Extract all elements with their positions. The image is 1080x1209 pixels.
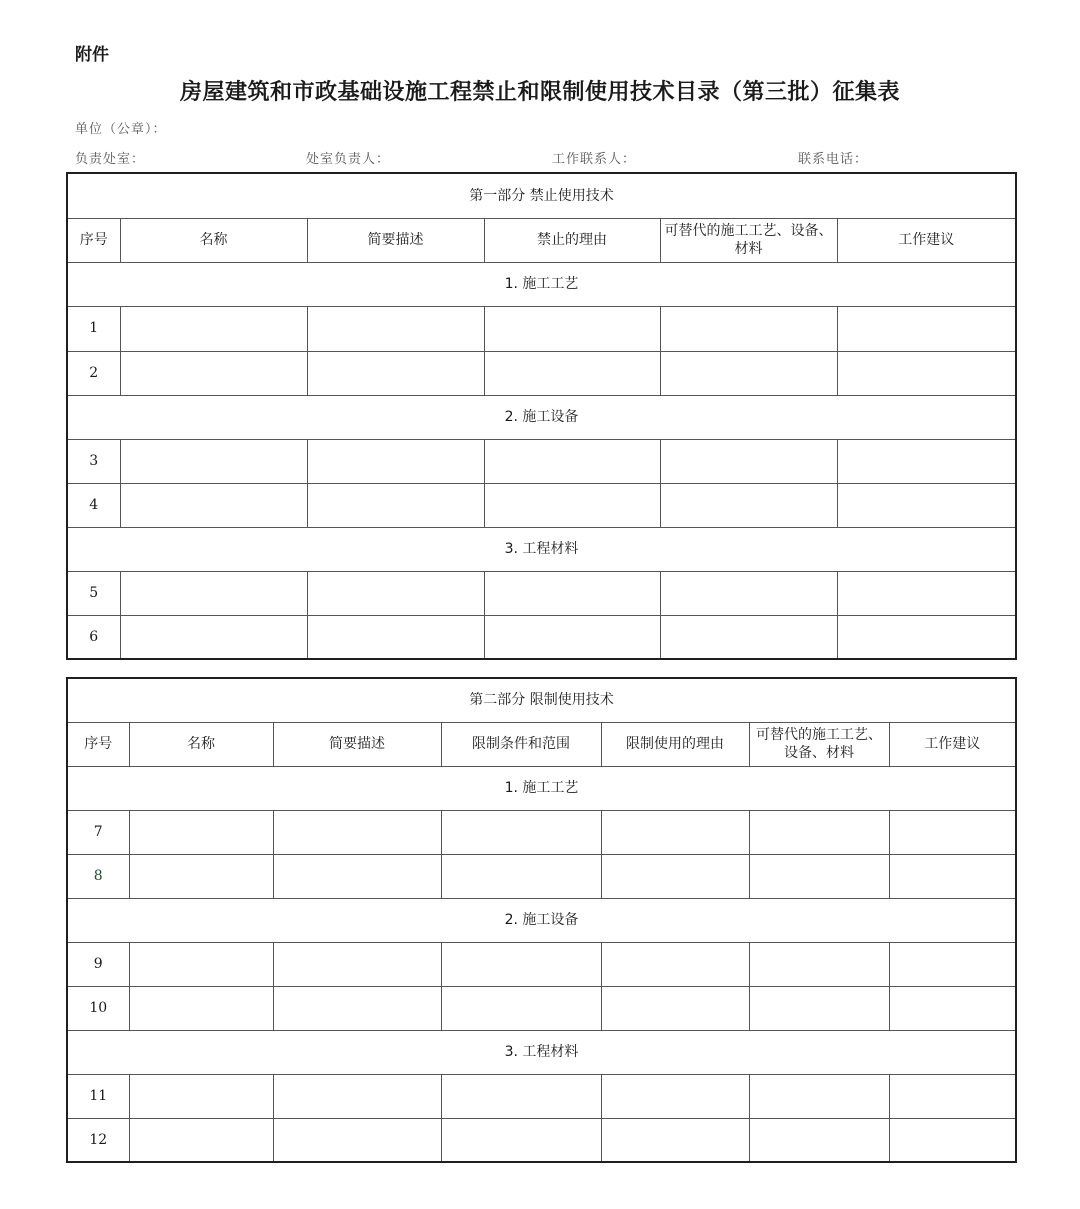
row-number: 11	[67, 1074, 129, 1118]
section-label: 1. 施工工艺	[67, 766, 1016, 810]
column-header-restriction-scope: 限制条件和范围	[441, 722, 601, 766]
row-number: 2	[67, 351, 120, 395]
description-cell[interactable]	[273, 854, 441, 898]
column-header-suggestion: 工作建议	[837, 218, 1016, 262]
row-number: 9	[67, 942, 129, 986]
table-row	[67, 854, 1016, 898]
suggestion-cell[interactable]	[889, 1074, 1016, 1118]
name-cell[interactable]	[129, 1074, 273, 1118]
row-number: 6	[67, 615, 120, 659]
suggestion-cell[interactable]	[837, 615, 1016, 659]
description-cell[interactable]	[307, 306, 484, 351]
table-row	[67, 483, 1016, 527]
suggestion-cell[interactable]	[837, 306, 1016, 351]
alternatives-cell[interactable]	[749, 942, 889, 986]
alternatives-cell[interactable]	[749, 986, 889, 1030]
reason-cell[interactable]	[601, 986, 749, 1030]
table-row	[67, 615, 1016, 659]
scope-cell[interactable]	[441, 942, 601, 986]
suggestion-cell[interactable]	[837, 439, 1016, 483]
name-cell[interactable]	[129, 810, 273, 854]
description-cell[interactable]	[307, 483, 484, 527]
reason-cell[interactable]	[601, 1074, 749, 1118]
reason-cell[interactable]	[484, 439, 660, 483]
name-cell[interactable]	[120, 306, 307, 351]
column-header-description: 简要描述	[307, 218, 484, 262]
row-number: 5	[67, 571, 120, 615]
alternatives-cell[interactable]	[749, 854, 889, 898]
reason-cell[interactable]	[601, 942, 749, 986]
description-cell[interactable]	[307, 571, 484, 615]
row-number: 8	[67, 854, 129, 898]
alternatives-cell[interactable]	[660, 483, 837, 527]
row-number: 10	[67, 986, 129, 1030]
section-label: 2. 施工设备	[67, 898, 1016, 942]
table-row	[67, 810, 1016, 854]
description-cell[interactable]	[307, 439, 484, 483]
alternatives-cell[interactable]	[749, 1118, 889, 1162]
description-cell[interactable]	[273, 1118, 441, 1162]
contact-phone-field: 联系电话：	[798, 152, 869, 167]
column-header-prohibit-reason: 禁止的理由	[484, 218, 660, 262]
row-number: 7	[67, 810, 129, 854]
attachment-label: 附件	[75, 45, 109, 65]
restricted-tech-table	[66, 677, 1017, 1163]
suggestion-cell[interactable]	[889, 810, 1016, 854]
table-row	[67, 439, 1016, 483]
column-header-name: 名称	[120, 218, 307, 262]
suggestion-cell[interactable]	[837, 571, 1016, 615]
alternatives-cell[interactable]	[660, 439, 837, 483]
description-cell[interactable]	[273, 942, 441, 986]
section-label: 1. 施工工艺	[67, 262, 1016, 306]
name-cell[interactable]	[129, 942, 273, 986]
table-row	[67, 986, 1016, 1030]
table-row	[67, 1118, 1016, 1162]
table-row	[67, 351, 1016, 395]
dept-head-field: 处室负责人：	[306, 152, 391, 167]
suggestion-cell[interactable]	[889, 854, 1016, 898]
form-title: 房屋建筑和市政基础设施工程禁止和限制使用技术目录（第三批）征集表	[179, 79, 900, 105]
description-cell[interactable]	[273, 1074, 441, 1118]
table-row	[67, 1074, 1016, 1118]
row-number: 4	[67, 483, 120, 527]
name-cell[interactable]	[129, 854, 273, 898]
alternatives-cell[interactable]	[749, 810, 889, 854]
reason-cell[interactable]	[484, 483, 660, 527]
suggestion-cell[interactable]	[837, 483, 1016, 527]
responsible-dept-field: 负责处室：	[75, 152, 146, 167]
column-header-seq: 序号	[67, 218, 120, 262]
name-cell[interactable]	[120, 571, 307, 615]
column-header-alternatives: 可替代的施工工艺、设备、材料	[749, 722, 889, 766]
reason-cell[interactable]	[601, 854, 749, 898]
column-header-description: 简要描述	[273, 722, 441, 766]
section-label: 3. 工程材料	[67, 527, 1016, 571]
column-header-name: 名称	[129, 722, 273, 766]
alternatives-cell[interactable]	[660, 615, 837, 659]
reason-cell[interactable]	[484, 571, 660, 615]
scope-cell[interactable]	[441, 986, 601, 1030]
reason-cell[interactable]	[484, 615, 660, 659]
row-number: 3	[67, 439, 120, 483]
suggestion-cell[interactable]	[889, 986, 1016, 1030]
alternatives-cell[interactable]	[660, 351, 837, 395]
reason-cell[interactable]	[484, 351, 660, 395]
column-header-seq: 序号	[67, 722, 129, 766]
column-header-suggestion: 工作建议	[889, 722, 1016, 766]
description-cell[interactable]	[307, 615, 484, 659]
prohibited-tech-table	[66, 172, 1017, 660]
part2-heading: 第二部分 限制使用技术	[67, 678, 1016, 722]
name-cell[interactable]	[129, 1118, 273, 1162]
scope-cell[interactable]	[441, 854, 601, 898]
name-cell[interactable]	[129, 986, 273, 1030]
reason-cell[interactable]	[601, 1118, 749, 1162]
suggestion-cell[interactable]	[889, 1118, 1016, 1162]
table-row	[67, 942, 1016, 986]
table-row	[67, 571, 1016, 615]
table-row	[67, 306, 1016, 351]
alternatives-cell[interactable]	[749, 1074, 889, 1118]
reason-cell[interactable]	[484, 306, 660, 351]
scope-cell[interactable]	[441, 1118, 601, 1162]
suggestion-cell[interactable]	[837, 351, 1016, 395]
description-cell[interactable]	[273, 810, 441, 854]
column-header-alternatives: 可替代的施工工艺、设备、材料	[660, 218, 837, 262]
section-label: 2. 施工设备	[67, 395, 1016, 439]
part1-heading: 第一部分 禁止使用技术	[67, 173, 1016, 218]
alternatives-cell[interactable]	[660, 306, 837, 351]
row-number: 1	[67, 306, 120, 351]
suggestion-cell[interactable]	[889, 942, 1016, 986]
name-cell[interactable]	[120, 351, 307, 395]
description-cell[interactable]	[307, 351, 484, 395]
unit-seal-field: 单位（公章）：	[75, 122, 167, 137]
description-cell[interactable]	[273, 986, 441, 1030]
name-cell[interactable]	[120, 439, 307, 483]
alternatives-cell[interactable]	[660, 571, 837, 615]
scope-cell[interactable]	[441, 810, 601, 854]
name-cell[interactable]	[120, 483, 307, 527]
scope-cell[interactable]	[441, 1074, 601, 1118]
row-number: 12	[67, 1118, 129, 1162]
name-cell[interactable]	[120, 615, 307, 659]
contact-person-field: 工作联系人：	[552, 152, 637, 167]
column-header-restrict-reason: 限制使用的理由	[601, 722, 749, 766]
reason-cell[interactable]	[601, 810, 749, 854]
section-label: 3. 工程材料	[67, 1030, 1016, 1074]
